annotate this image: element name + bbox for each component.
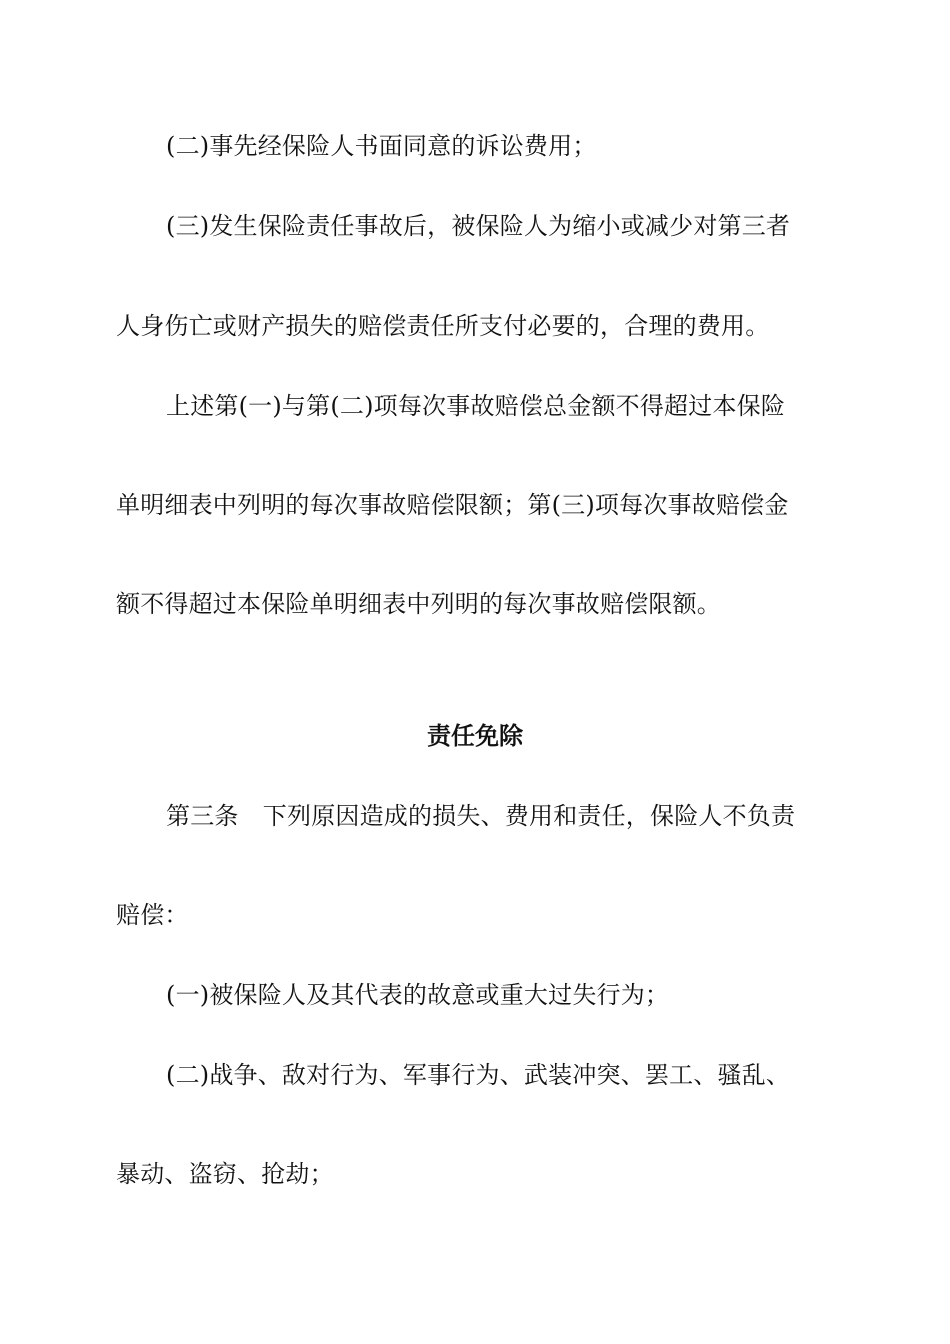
paragraph-line: 第三条 下列原因造成的损失、费用和责任，保险人不负责 [166, 802, 796, 830]
paragraph-line: 单明细表中列明的每次事故赔偿限额；第(三)项每次事故赔偿金 [116, 491, 789, 519]
paragraph-line: (三)发生保险责任事故后，被保险人为缩小或减少对第三者 [166, 212, 791, 240]
paragraph-line: (二)事先经保险人书面同意的诉讼费用； [166, 132, 597, 160]
paragraph-line: 暴动、盗窃、抢劫； [116, 1160, 334, 1188]
section-heading: 责任免除 [427, 722, 523, 750]
paragraph-line: (一)被保险人及其代表的故意或重大过失行为； [166, 981, 670, 1009]
paragraph-line: 人身伤亡或财产损失的赔偿责任所支付必要的，合理的费用。 [116, 312, 770, 340]
paragraph-line: 赔偿： [116, 901, 189, 929]
paragraph-line: (二)战争、敌对行为、军事行为、武装冲突、罢工、骚乱、 [166, 1061, 791, 1089]
paragraph-line: 上述第(一)与第(二)项每次事故赔偿总金额不得超过本保险 [166, 392, 786, 420]
paragraph-line: 额不得超过本保险单明细表中列明的每次事故赔偿限额。 [116, 590, 721, 618]
